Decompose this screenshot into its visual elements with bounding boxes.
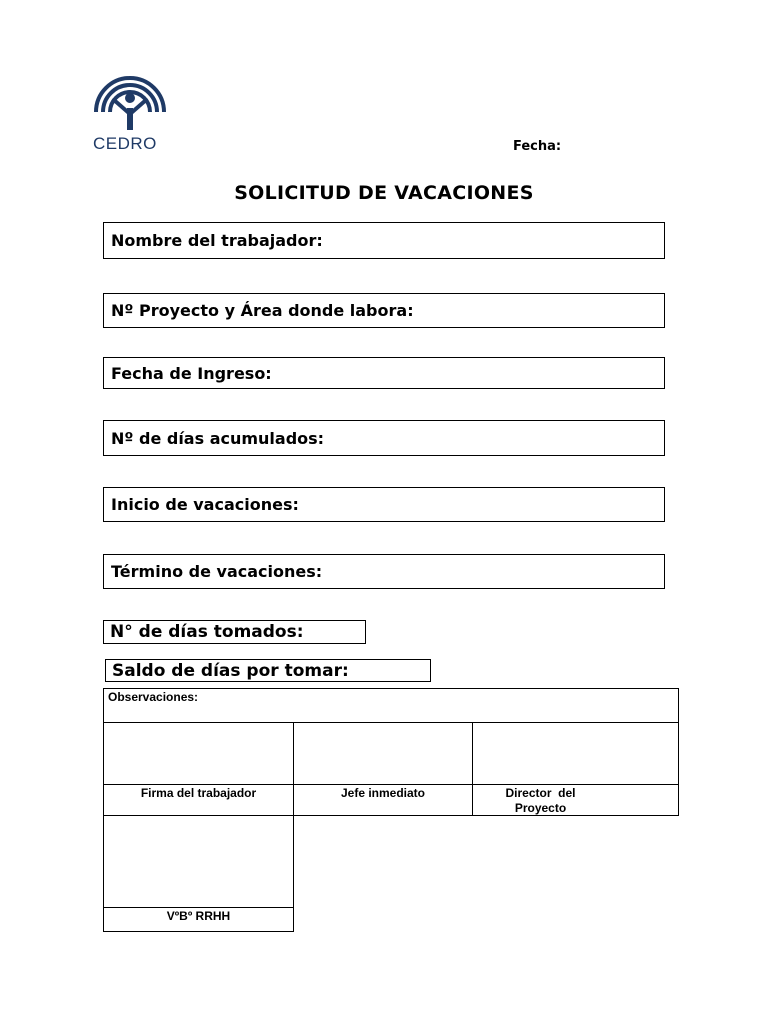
director-signature-area[interactable]: [473, 723, 678, 784]
vacation-end-field[interactable]: [103, 554, 665, 589]
vacation-end-label: Término de vacaciones:: [111, 562, 323, 581]
date-label: Fecha:: [513, 139, 562, 154]
observations-area[interactable]: [104, 706, 678, 722]
project-director-label: [473, 786, 608, 816]
vacation-start-field[interactable]: [103, 487, 665, 522]
table-border-bottom: [103, 931, 294, 932]
hr-signature-area[interactable]: [104, 816, 293, 907]
start-date-label: Fecha de Ingreso:: [111, 363, 272, 383]
remaining-days-label: Saldo de días por tomar:: [112, 660, 349, 681]
worker-name-field[interactable]: [103, 222, 665, 259]
table-border-top: [103, 688, 679, 689]
days-taken-field[interactable]: [103, 620, 366, 644]
hr-approval-label: VºBº RRHH: [166, 909, 231, 923]
logo-text: CEDRO: [93, 134, 157, 153]
worker-signature-label: Firma del trabajador: [140, 786, 257, 800]
accumulated-days-label: Nº de días acumulados:: [111, 428, 325, 448]
project-director-line1: Director del: [505, 786, 576, 800]
observations-label: Observaciones:: [108, 690, 199, 704]
worker-signature-area[interactable]: [104, 723, 293, 784]
days-taken-label: N° de días tomados:: [110, 622, 304, 642]
project-area-field[interactable]: [103, 293, 665, 328]
table-border-right: [678, 688, 679, 816]
project-area-label: Nº Proyecto y Área donde labora:: [111, 301, 414, 320]
accumulated-days-field[interactable]: [103, 420, 665, 456]
vacation-start-label: Inicio de vacaciones:: [111, 495, 299, 514]
immediate-boss-label: Jefe inmediato: [340, 786, 426, 800]
table-divider: [103, 907, 294, 908]
page-title: SOLICITUD DE VACACIONES: [234, 182, 534, 204]
boss-signature-area[interactable]: [294, 723, 472, 784]
start-date-field[interactable]: [103, 357, 665, 389]
table-divider: [103, 784, 679, 785]
remaining-days-field[interactable]: [105, 659, 431, 682]
project-director-line2: Proyecto: [514, 801, 567, 815]
worker-name-label: Nombre del trabajador:: [111, 231, 323, 250]
